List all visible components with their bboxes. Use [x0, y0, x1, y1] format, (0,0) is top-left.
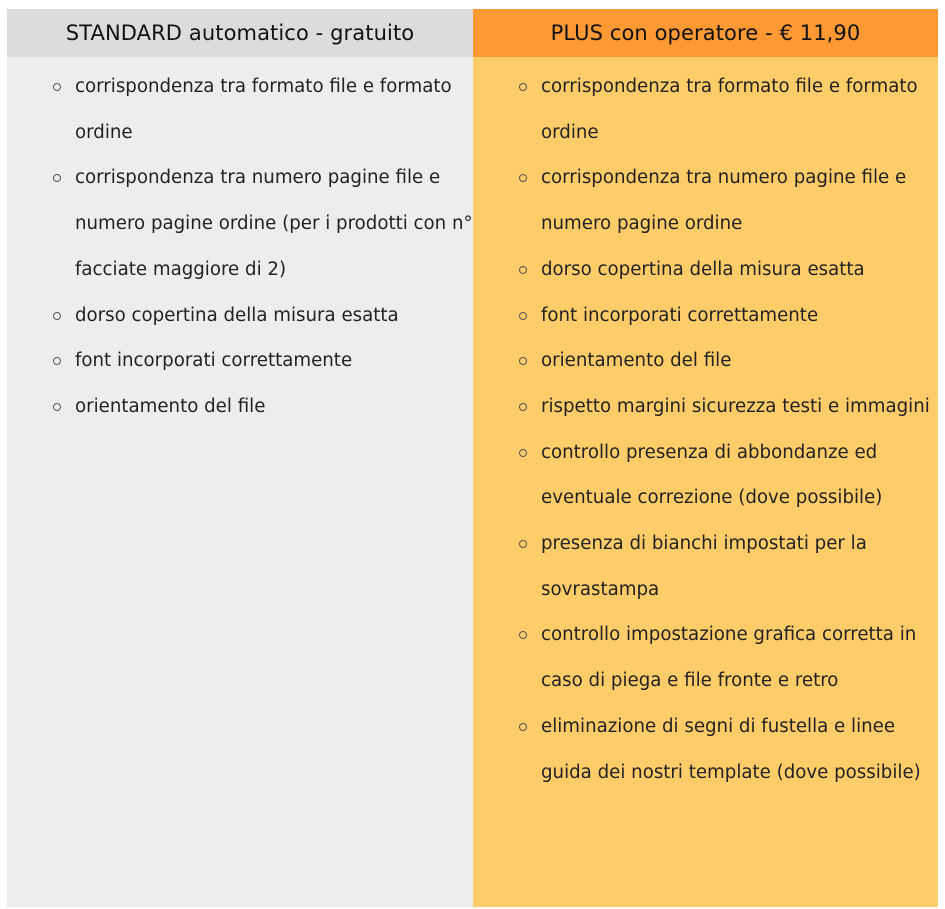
- list-item-text: eliminazione di segni di fustella e linee guida dei nostri template (dove possibile): [541, 715, 921, 783]
- circle-bullet-icon: [519, 83, 527, 91]
- circle-bullet-icon: [519, 449, 527, 457]
- list-item: [50, 384, 473, 430]
- list-item-text: controllo presenza di abbondanze ed eventuale correzione (dove possibile): [541, 441, 883, 509]
- circle-bullet-icon: [519, 312, 527, 320]
- circle-bullet-icon: [53, 83, 61, 91]
- list-item: [50, 293, 473, 339]
- list-item: [516, 247, 934, 293]
- list-item-text: orientamento del file: [541, 350, 732, 372]
- circle-bullet-icon: [519, 631, 527, 639]
- list-item: [516, 338, 934, 384]
- list-item: [516, 384, 934, 430]
- list-item-text: corrispondenza tra formato file e formato ordine: [75, 76, 452, 143]
- list-item: [516, 64, 934, 155]
- list-item-text: rispetto margini sicurezza testi e immagini: [541, 395, 930, 417]
- list-item-text: dorso copertina della misura esatta: [75, 304, 399, 326]
- list-item-text: orientamento del file: [75, 395, 266, 417]
- list-item: [50, 338, 473, 384]
- circle-bullet-icon: [53, 357, 61, 365]
- circle-bullet-icon: [519, 403, 527, 411]
- circle-bullet-icon: [53, 174, 61, 182]
- list-item: [516, 704, 934, 795]
- list-item-text: corrispondenza tra formato file e formato ordine: [541, 76, 918, 143]
- circle-bullet-icon: [519, 266, 527, 274]
- list-item: [516, 293, 934, 339]
- list-item-text: font incorporati correttamente: [75, 350, 353, 372]
- list-item: [516, 612, 934, 703]
- list-item: [516, 521, 934, 612]
- plus-feature-list: [516, 64, 934, 795]
- comparison-table: [7, 9, 938, 907]
- list-item: [50, 155, 473, 292]
- list-item-text: controllo impostazione grafica corretta in caso di piega e file fronte e retro: [541, 624, 917, 692]
- list-item-text: font incorporati correttamente: [541, 304, 819, 326]
- standard-header: STANDARD automatico - gratuito: [7, 9, 473, 57]
- list-item: [516, 430, 934, 521]
- list-item-text: corrispondenza tra numero pagine file e numero pagine ordine (per i prodotti con n° facciate maggiore di 2): [75, 167, 473, 280]
- circle-bullet-icon: [53, 312, 61, 320]
- circle-bullet-icon: [519, 357, 527, 365]
- standard-column: [7, 9, 473, 907]
- plus-header: PLUS con operatore - € 11,90: [473, 9, 938, 57]
- list-item-text: presenza di bianchi impostati per la sovrastampa: [541, 533, 867, 600]
- list-item: [516, 155, 934, 246]
- plus-column: [473, 9, 938, 907]
- circle-bullet-icon: [519, 174, 527, 182]
- standard-feature-list: [50, 64, 473, 430]
- circle-bullet-icon: [519, 540, 527, 548]
- circle-bullet-icon: [53, 403, 61, 411]
- circle-bullet-icon: [519, 723, 527, 731]
- list-item-text: corrispondenza tra numero pagine file e numero pagine ordine: [541, 167, 907, 235]
- list-item: [50, 64, 473, 155]
- list-item-text: dorso copertina della misura esatta: [541, 258, 865, 280]
